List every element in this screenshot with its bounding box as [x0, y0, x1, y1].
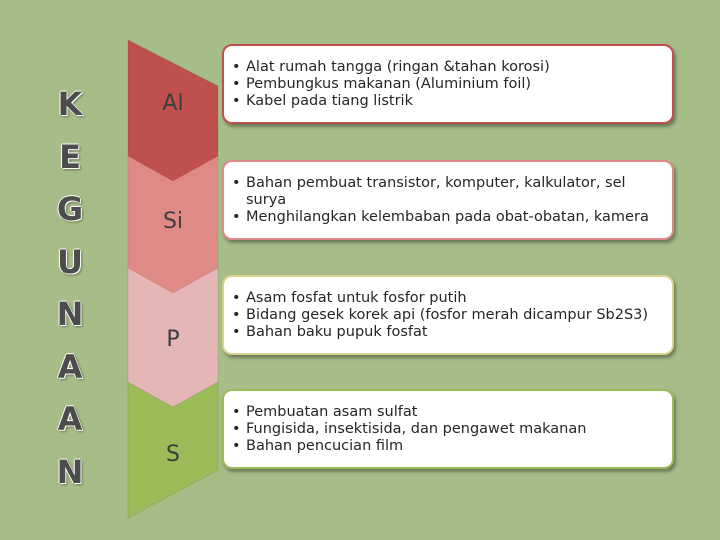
list-item: • Bahan pembuat transistor, komputer, kalkulator, sel surya — [232, 174, 626, 208]
list-item: • Pembuatan asam sulfat — [232, 403, 418, 420]
side-letter: G — [56, 190, 84, 228]
card-al — [222, 44, 674, 124]
card-si — [222, 160, 674, 240]
list-item: • Alat rumah tangga (ringan &tahan korosi) — [232, 58, 550, 75]
list-item: • Asam fosfat untuk fosfor putih — [232, 289, 467, 306]
list-item: • Bidang gesek korek api (fosfor merah dicampur Sb2S3) — [232, 306, 649, 323]
list-item: • Menghilangkan kelembaban pada obat-obatan, kamera — [232, 208, 649, 225]
list-item: • Fungisida, insektisida, dan pengawet makanan — [232, 420, 587, 437]
side-letter: A — [57, 400, 83, 438]
side-letter: A — [57, 347, 83, 386]
card-p — [222, 275, 674, 355]
step-label-si: Si — [162, 209, 184, 234]
side-letter: N — [56, 452, 84, 491]
side-letter: K — [57, 85, 83, 123]
step-label-al: Al — [162, 91, 184, 116]
side-letter: U — [57, 242, 83, 281]
side-letter: E — [59, 137, 81, 176]
list-item: • Bahan baku pupuk fosfat — [232, 323, 428, 340]
card-s — [222, 389, 674, 469]
list-item: • Pembungkus makanan (Aluminium foil) — [232, 75, 532, 92]
step-label-s: S — [166, 442, 180, 467]
side-letter: N — [56, 295, 84, 333]
list-item: • Kabel pada tiang listrik — [232, 92, 413, 109]
step-label-p: P — [166, 327, 180, 352]
list-item: • Bahan pencucian film — [232, 437, 404, 454]
